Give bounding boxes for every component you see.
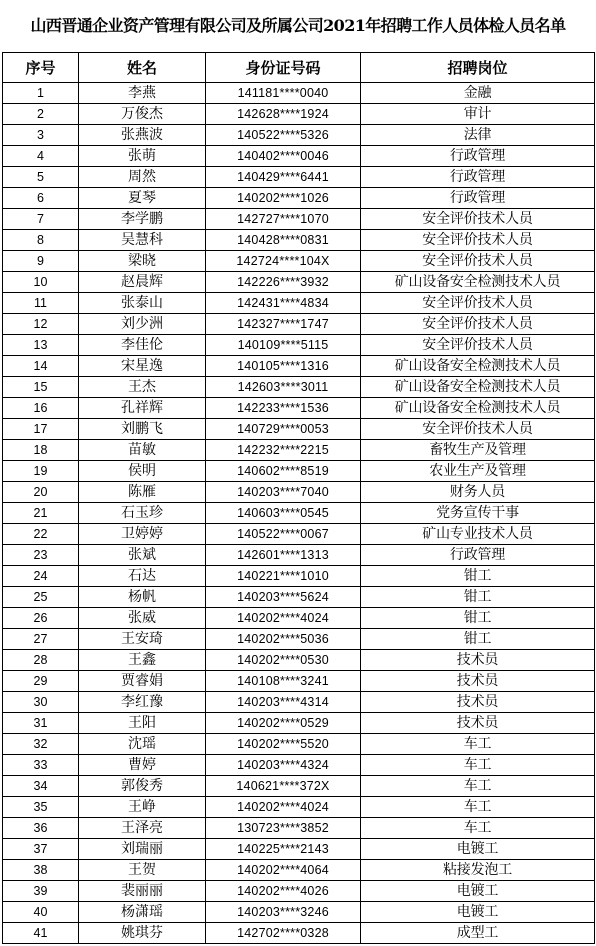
cell-index: 24 (3, 566, 79, 587)
cell-name: 王杰 (79, 377, 206, 398)
cell-index: 7 (3, 209, 79, 230)
cell-name: 卫婷婷 (79, 524, 206, 545)
cell-id-number: 142628****1924 (206, 104, 361, 125)
cell-position: 金融 (361, 83, 595, 104)
cell-id-number: 140429****6441 (206, 167, 361, 188)
cell-id-number: 140202****5520 (206, 734, 361, 755)
cell-id-number: 141181****0040 (206, 83, 361, 104)
cell-index: 31 (3, 713, 79, 734)
cell-position: 矿山设备安全检测技术人员 (361, 377, 595, 398)
cell-position: 粘接发泡工 (361, 860, 595, 881)
cell-position: 车工 (361, 776, 595, 797)
cell-id-number: 140202****0530 (206, 650, 361, 671)
cell-index: 2 (3, 104, 79, 125)
cell-name: 梁晓 (79, 251, 206, 272)
cell-name: 郭俊秀 (79, 776, 206, 797)
cell-position: 矿山设备安全检测技术人员 (361, 398, 595, 419)
cell-position: 安全评价技术人员 (361, 419, 595, 440)
cell-index: 8 (3, 230, 79, 251)
cell-position: 安全评价技术人员 (361, 209, 595, 230)
cell-position: 党务宣传干事 (361, 503, 595, 524)
table-row (3, 713, 595, 734)
cell-index: 15 (3, 377, 79, 398)
cell-id-number: 142233****1536 (206, 398, 361, 419)
cell-id-number: 140202****4024 (206, 797, 361, 818)
cell-index: 14 (3, 356, 79, 377)
cell-name: 王安琦 (79, 629, 206, 650)
table-row (3, 839, 595, 860)
cell-name: 万俊杰 (79, 104, 206, 125)
cell-position: 技术员 (361, 713, 595, 734)
cell-id-number: 140203****4314 (206, 692, 361, 713)
cell-id-number: 140603****0545 (206, 503, 361, 524)
cell-id-number: 142431****4834 (206, 293, 361, 314)
cell-index: 39 (3, 881, 79, 902)
cell-id-number: 140621****372X (206, 776, 361, 797)
cell-position: 矿山专业技术人员 (361, 524, 595, 545)
table-body (3, 83, 595, 944)
cell-name: 赵晨辉 (79, 272, 206, 293)
table-row (3, 923, 595, 944)
table-row (3, 881, 595, 902)
cell-id-number: 140202****4064 (206, 860, 361, 881)
cell-index: 5 (3, 167, 79, 188)
cell-position: 安全评价技术人员 (361, 314, 595, 335)
cell-position: 行政管理 (361, 545, 595, 566)
cell-id-number: 142327****1747 (206, 314, 361, 335)
cell-index: 28 (3, 650, 79, 671)
cell-id-number: 142603****3011 (206, 377, 361, 398)
cell-index: 13 (3, 335, 79, 356)
cell-id-number: 140225****2143 (206, 839, 361, 860)
table-row (3, 356, 595, 377)
cell-name: 刘瑞丽 (79, 839, 206, 860)
table-row (3, 209, 595, 230)
cell-name: 张萌 (79, 146, 206, 167)
cell-position: 农业生产及管理 (361, 461, 595, 482)
cell-position: 财务人员 (361, 482, 595, 503)
table-row (3, 419, 595, 440)
cell-name: 李佳伦 (79, 335, 206, 356)
cell-index: 16 (3, 398, 79, 419)
cell-position: 钳工 (361, 629, 595, 650)
cell-id-number: 140729****0053 (206, 419, 361, 440)
cell-position: 车工 (361, 755, 595, 776)
cell-position: 钳工 (361, 587, 595, 608)
cell-id-number: 140109****5115 (206, 335, 361, 356)
cell-index: 41 (3, 923, 79, 944)
cell-position: 审计 (361, 104, 595, 125)
table-row (3, 230, 595, 251)
table-row (3, 797, 595, 818)
cell-id-number: 140522****5326 (206, 125, 361, 146)
cell-index: 9 (3, 251, 79, 272)
cell-index: 1 (3, 83, 79, 104)
cell-name: 贾睿娟 (79, 671, 206, 692)
cell-name: 李红豫 (79, 692, 206, 713)
cell-name: 孔祥辉 (79, 398, 206, 419)
cell-name: 王贺 (79, 860, 206, 881)
cell-name: 张威 (79, 608, 206, 629)
cell-index: 37 (3, 839, 79, 860)
cell-index: 21 (3, 503, 79, 524)
header-id-number: 身份证号码 (206, 53, 361, 83)
cell-name: 宋星逸 (79, 356, 206, 377)
table-row (3, 251, 595, 272)
cell-id-number: 140203****5624 (206, 587, 361, 608)
table-row (3, 146, 595, 167)
cell-name: 侯明 (79, 461, 206, 482)
cell-position: 技术员 (361, 671, 595, 692)
cell-position: 车工 (361, 797, 595, 818)
cell-id-number: 140202****5036 (206, 629, 361, 650)
cell-index: 11 (3, 293, 79, 314)
table-row (3, 734, 595, 755)
cell-index: 40 (3, 902, 79, 923)
cell-name: 石玉珍 (79, 503, 206, 524)
cell-id-number: 140221****1010 (206, 566, 361, 587)
table-row (3, 566, 595, 587)
table-row (3, 755, 595, 776)
cell-index: 27 (3, 629, 79, 650)
cell-name: 姚琪芬 (79, 923, 206, 944)
cell-name: 苗敏 (79, 440, 206, 461)
table-row (3, 167, 595, 188)
table-row (3, 671, 595, 692)
cell-index: 19 (3, 461, 79, 482)
cell-position: 技术员 (361, 650, 595, 671)
cell-index: 20 (3, 482, 79, 503)
header-position: 招聘岗位 (361, 53, 595, 83)
cell-id-number: 140522****0067 (206, 524, 361, 545)
cell-position: 技术员 (361, 692, 595, 713)
cell-name: 石达 (79, 566, 206, 587)
cell-id-number: 140202****1026 (206, 188, 361, 209)
cell-name: 周然 (79, 167, 206, 188)
cell-index: 32 (3, 734, 79, 755)
cell-id-number: 140203****7040 (206, 482, 361, 503)
cell-index: 25 (3, 587, 79, 608)
cell-index: 23 (3, 545, 79, 566)
header-index: 序号 (3, 53, 79, 83)
cell-name: 吴慧科 (79, 230, 206, 251)
table-row (3, 545, 595, 566)
cell-id-number: 130723****3852 (206, 818, 361, 839)
cell-position: 行政管理 (361, 146, 595, 167)
table-row (3, 125, 595, 146)
cell-index: 26 (3, 608, 79, 629)
table-row (3, 104, 595, 125)
table-row (3, 692, 595, 713)
cell-position: 矿山设备安全检测技术人员 (361, 356, 595, 377)
table-row (3, 503, 595, 524)
cell-name: 张泰山 (79, 293, 206, 314)
cell-position: 畜牧生产及管理 (361, 440, 595, 461)
cell-id-number: 142727****1070 (206, 209, 361, 230)
cell-name: 刘少洲 (79, 314, 206, 335)
cell-id-number: 140202****0529 (206, 713, 361, 734)
cell-index: 12 (3, 314, 79, 335)
table-header-row (3, 53, 595, 83)
cell-name: 刘鹏飞 (79, 419, 206, 440)
cell-name: 李燕 (79, 83, 206, 104)
cell-position: 成型工 (361, 923, 595, 944)
cell-id-number: 140428****0831 (206, 230, 361, 251)
table-row (3, 188, 595, 209)
cell-position: 法律 (361, 125, 595, 146)
cell-id-number: 140203****3246 (206, 902, 361, 923)
cell-name: 杨潇瑶 (79, 902, 206, 923)
cell-index: 33 (3, 755, 79, 776)
cell-position: 安全评价技术人员 (361, 335, 595, 356)
table-row (3, 293, 595, 314)
cell-position: 钳工 (361, 566, 595, 587)
cell-id-number: 140602****8519 (206, 461, 361, 482)
cell-position: 安全评价技术人员 (361, 293, 595, 314)
cell-position: 电镀工 (361, 839, 595, 860)
table-row (3, 524, 595, 545)
cell-position: 安全评价技术人员 (361, 251, 595, 272)
candidate-table (2, 52, 595, 944)
cell-position: 电镀工 (361, 902, 595, 923)
cell-name: 裴丽丽 (79, 881, 206, 902)
table-row (3, 629, 595, 650)
table-row (3, 608, 595, 629)
table-row (3, 461, 595, 482)
table-row (3, 272, 595, 293)
table-row (3, 314, 595, 335)
cell-name: 王阳 (79, 713, 206, 734)
cell-name: 王泽亮 (79, 818, 206, 839)
cell-name: 李学鹏 (79, 209, 206, 230)
table-row (3, 440, 595, 461)
cell-index: 6 (3, 188, 79, 209)
table-row (3, 902, 595, 923)
cell-index: 18 (3, 440, 79, 461)
cell-position: 车工 (361, 818, 595, 839)
cell-id-number: 142232****2215 (206, 440, 361, 461)
cell-index: 38 (3, 860, 79, 881)
cell-id-number: 140108****3241 (206, 671, 361, 692)
cell-index: 34 (3, 776, 79, 797)
cell-index: 3 (3, 125, 79, 146)
table-row (3, 818, 595, 839)
table-row (3, 398, 595, 419)
cell-id-number: 142702****0328 (206, 923, 361, 944)
table-row (3, 650, 595, 671)
cell-name: 张燕波 (79, 125, 206, 146)
cell-position: 行政管理 (361, 167, 595, 188)
cell-name: 杨帆 (79, 587, 206, 608)
cell-id-number: 140202****4024 (206, 608, 361, 629)
cell-name: 王峥 (79, 797, 206, 818)
cell-name: 夏琴 (79, 188, 206, 209)
cell-position: 安全评价技术人员 (361, 230, 595, 251)
cell-id-number: 142226****3932 (206, 272, 361, 293)
cell-position: 电镀工 (361, 881, 595, 902)
cell-index: 30 (3, 692, 79, 713)
cell-id-number: 142724****104X (206, 251, 361, 272)
cell-id-number: 140202****4026 (206, 881, 361, 902)
cell-index: 17 (3, 419, 79, 440)
cell-id-number: 142601****1313 (206, 545, 361, 566)
cell-index: 35 (3, 797, 79, 818)
cell-index: 29 (3, 671, 79, 692)
table-row (3, 83, 595, 104)
cell-name: 曹婷 (79, 755, 206, 776)
header-name: 姓名 (79, 53, 206, 83)
table-row (3, 377, 595, 398)
table-row (3, 335, 595, 356)
table-row (3, 587, 595, 608)
table-row (3, 860, 595, 881)
cell-position: 行政管理 (361, 188, 595, 209)
cell-name: 陈雁 (79, 482, 206, 503)
cell-name: 沈瑶 (79, 734, 206, 755)
cell-index: 22 (3, 524, 79, 545)
cell-index: 10 (3, 272, 79, 293)
cell-id-number: 140402****0046 (206, 146, 361, 167)
cell-id-number: 140203****4324 (206, 755, 361, 776)
table-row (3, 482, 595, 503)
cell-name: 王鑫 (79, 650, 206, 671)
cell-index: 36 (3, 818, 79, 839)
table-row (3, 776, 595, 797)
cell-name: 张斌 (79, 545, 206, 566)
cell-position: 矿山设备安全检测技术人员 (361, 272, 595, 293)
cell-id-number: 140105****1316 (206, 356, 361, 377)
document-title: 山西晋通企业资产管理有限公司及所属公司2021年招聘工作人员体检人员名单 (30, 16, 566, 35)
cell-position: 车工 (361, 734, 595, 755)
cell-position: 钳工 (361, 608, 595, 629)
cell-index: 4 (3, 146, 79, 167)
